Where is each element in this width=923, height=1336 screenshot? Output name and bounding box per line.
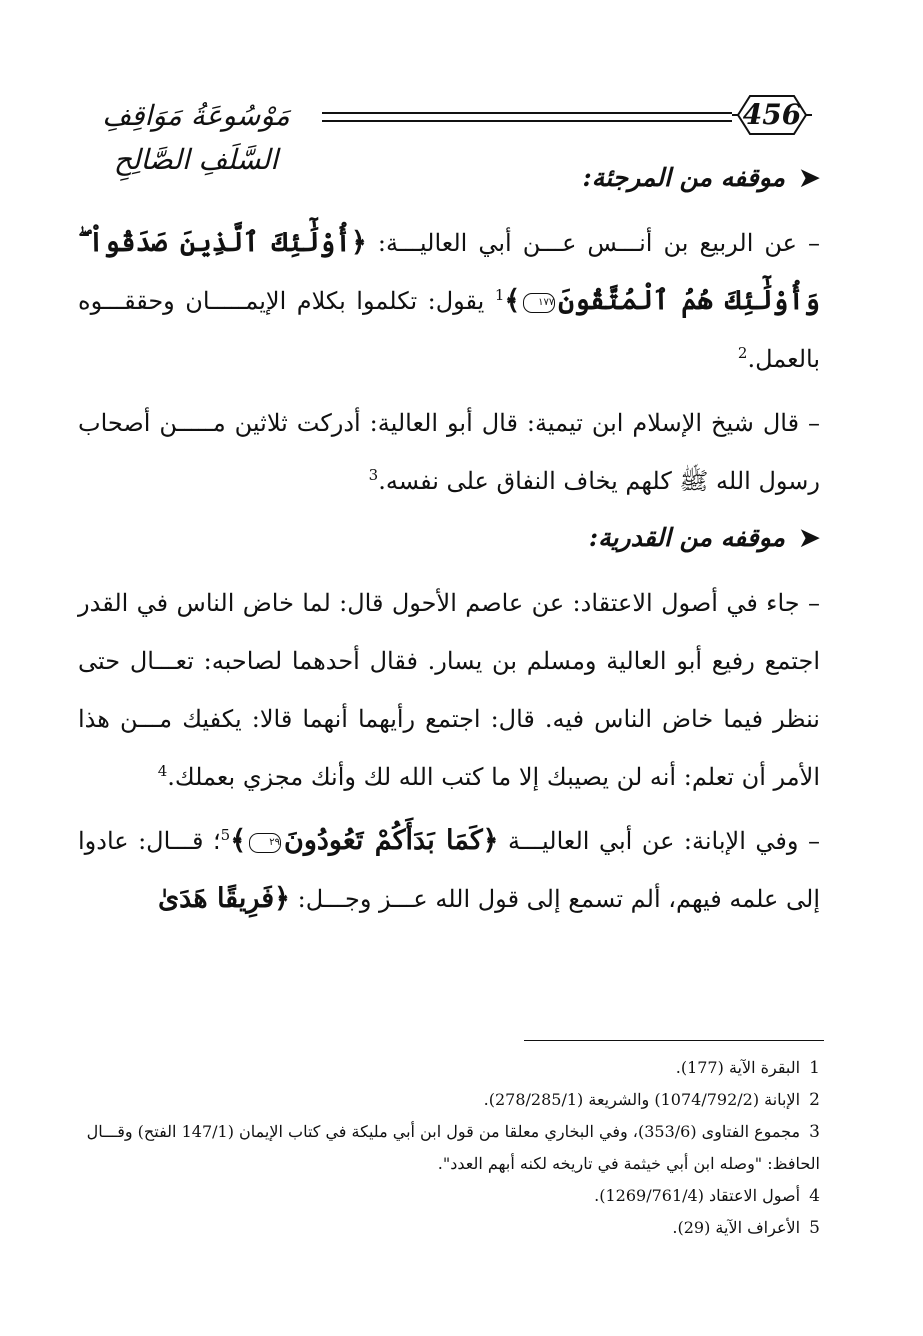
header-rule: [322, 112, 732, 122]
quran-verse: ﴿فَرِيقًا هَدَىٰ: [158, 883, 290, 914]
paragraph: [78, 574, 820, 806]
footnote-number: 1: [809, 1058, 820, 1078]
footnote: [78, 1180, 820, 1212]
verse-number-marker: ٢٩: [249, 833, 281, 853]
paragraph: [78, 394, 820, 510]
quran-close-bracket: ﴾: [230, 825, 247, 856]
arrow-icon: ➤: [799, 523, 820, 552]
quran-verse: ﴿كَمَا بَدَأَكُمْ تَعُودُونَ: [284, 825, 499, 856]
footnote: [78, 1212, 820, 1244]
footnote-text: أصول الاعتقاد (1269/761/4).: [594, 1186, 801, 1205]
footnote-number: 5: [809, 1218, 820, 1238]
page-body: [78, 150, 820, 934]
footnote-ref: 3: [368, 466, 379, 484]
paragraph: [78, 812, 820, 928]
footnote-ref: 1: [494, 286, 505, 304]
quran-verse: ﴿أُوْلَٰٓئِكَ ٱلَّذِينَ صَدَقُواْ ۖ وَأُوْلَٰٓئِكَ هُمُ ٱلْمُتَّقُونَ: [78, 227, 820, 316]
footnote-number: 3: [809, 1122, 820, 1142]
paragraph-intro: – عن الربيع بن أنـــس عـــن أبي العاليـــة:: [377, 229, 820, 257]
page-number: 456: [742, 98, 802, 131]
paragraph-intro: – وفي الإبانة: عن أبي العاليـــة: [508, 827, 821, 855]
quran-close-bracket: ﴾: [504, 285, 521, 316]
footnotes: [78, 1052, 820, 1244]
footnote: [78, 1052, 820, 1084]
footnote-separator: [524, 1040, 824, 1041]
paragraph-text: – جاء في أصول الاعتقاد: عن عاصم الأحول قال: لما خاض الناس في القدر اجتمع رفيع أبو العالية ومسلم بن يسار. فقال أحدهما لصاحبه: تعـــال حتى ننظر فيما خاض الناس فيه. قال: اجتمع رأيهما أنهما قالا: يكفيك مـــن هذا الأمر أن تعلم: أنه لن يصيبك إلا ما كتب الله لك وأنك مجزي بعملك.: [78, 589, 820, 791]
footnote-text: الإبانة (1074/792/2) والشريعة (278/285/1).: [483, 1090, 801, 1109]
footnote-ref: 5: [220, 826, 231, 844]
section-heading-murjia: [78, 156, 820, 200]
paragraph-text: – قال شيخ الإسلام ابن تيمية: قال أبو العالية: أدركت ثلاثين مـــــن أصحاب رسول الله ﷺ كلهم يخاف النفاق على نفسه.: [78, 409, 820, 495]
section-heading-qadariyya: [78, 516, 820, 560]
paragraph-text: ؛ قـــال: عادوا إلى علمه فيهم، ألم تسمع إلى قول الله عـــز وجـــل:: [78, 827, 820, 913]
page-header: [64, 88, 824, 176]
arrow-icon: ➤: [799, 163, 820, 192]
paragraph-text: يقول: تكلموا بكلام الإيمـــــان وحققـــوه بالعمل.: [78, 287, 820, 373]
footnote-text: مجموع الفتاوى (353/6)، وفي البخاري معلقا من قول ابن أبي مليكة في كتاب الإيمان (147/1 الفتح) وقـــال الحافظ: "وصله ابن أبي خيثمة في تاريخه لكنه أبهم العدد".: [86, 1122, 820, 1173]
footnote-number: 4: [809, 1186, 820, 1206]
footnote-ref: 4: [157, 762, 168, 780]
page-number-badge: [730, 92, 814, 138]
book-title: مَوْسُوعَةُ مَوَاقِفِ السَّلَفِ الصَّالِحِ: [102, 99, 290, 176]
footnote-text: البقرة الآية (177).: [675, 1058, 801, 1077]
paragraph: [78, 214, 820, 388]
section-heading-text: موقفه من القدرية:: [588, 523, 786, 552]
footnote: [78, 1084, 820, 1116]
footnote-text: الأعراف الآية (29).: [672, 1218, 801, 1237]
section-heading-text: موقفه من المرجئة:: [582, 163, 786, 192]
verse-number-marker: ١٧٧: [523, 293, 555, 313]
footnote-number: 2: [809, 1090, 820, 1110]
footnote-ref: 2: [737, 344, 748, 362]
footnote: [78, 1116, 820, 1180]
